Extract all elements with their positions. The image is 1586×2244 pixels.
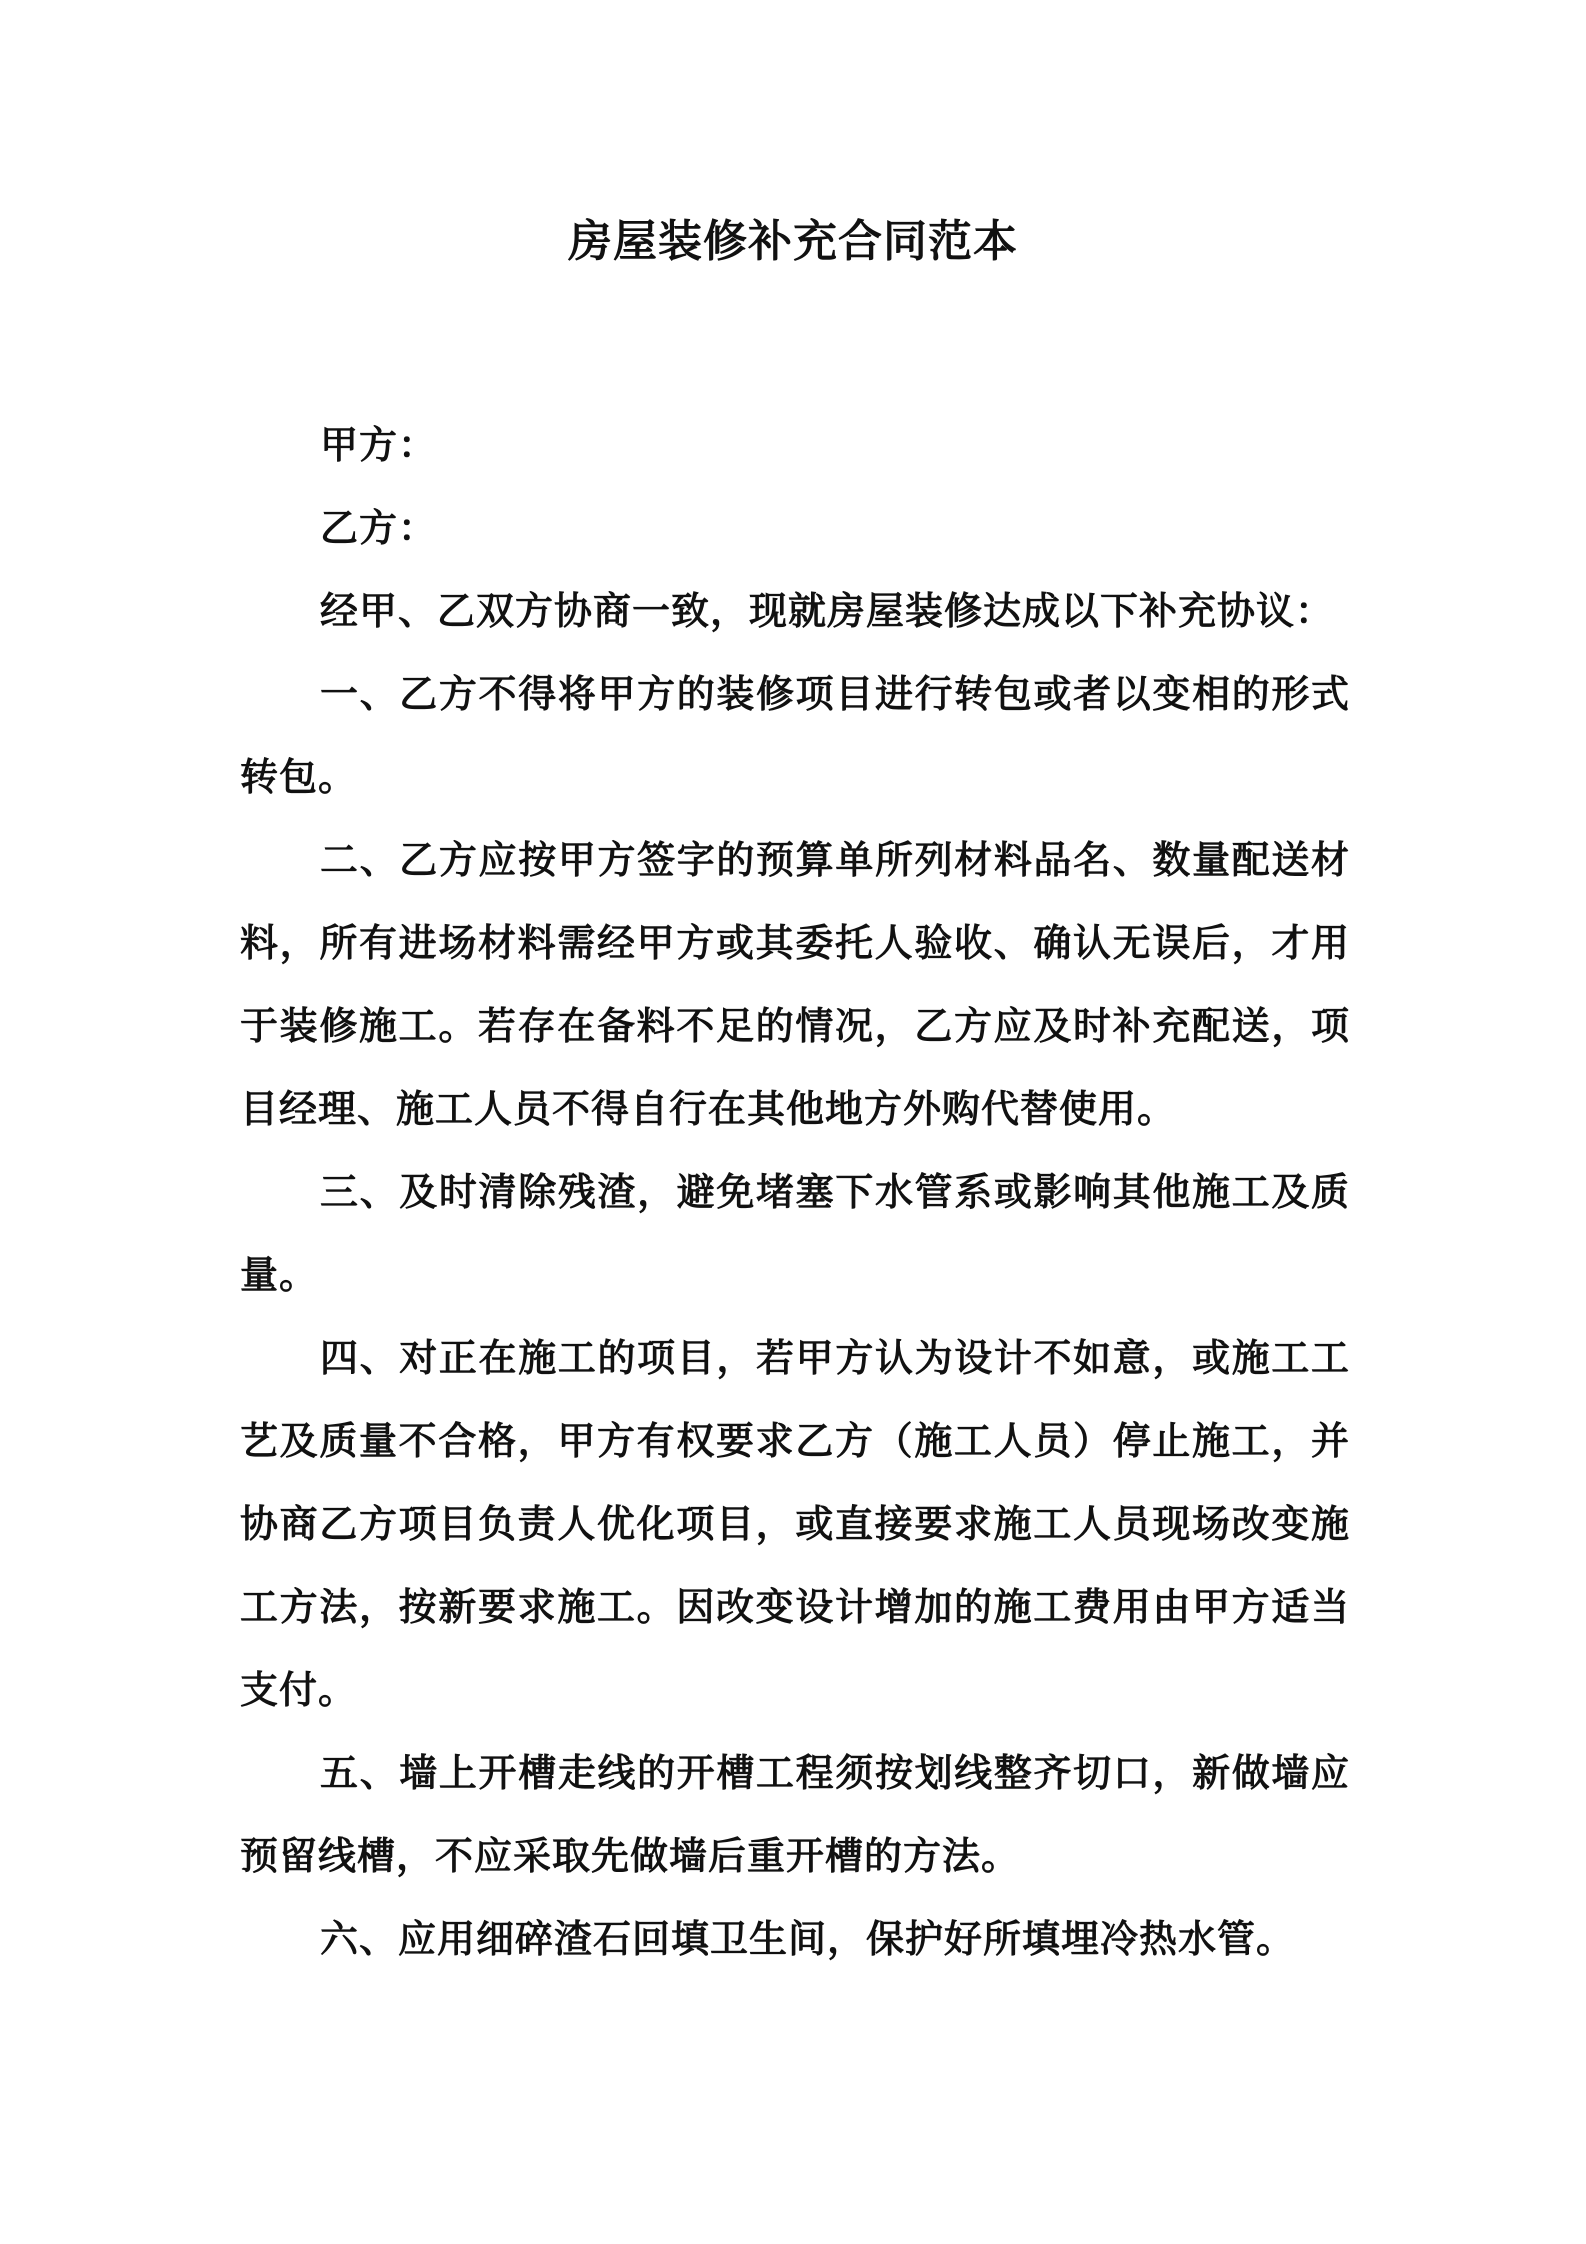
party-b-line: 乙方： [320, 506, 438, 550]
clause-1: 一、乙方不得将甲方的装修项目进行转包或者以变相的形式转包。 [240, 672, 1350, 799]
document-title: 房屋装修补充合同范本 [568, 216, 1018, 267]
party-a-line: 甲方： [320, 423, 438, 467]
clause-4: 四、对正在施工的项目，若甲方认为设计不如意，或施工工艺及质量不合格，甲方有权要求乙方（施工人员）停止施工，并协商乙方项目负责人优化项目，或直接要求施工人员现场改变施工方法，按新要求施工。因改变设计增加的施工费用由甲方适当支付。 [240, 1336, 1350, 1712]
clause-3: 三、及时清除残渣，避免堵塞下水管系或影响其他施工及质量。 [240, 1170, 1350, 1297]
clause-2: 二、乙方应按甲方签字的预算单所列材料品名、数量配送材料，所有进场材料需经甲方或其委托人验收、确认无误后，才用于装修施工。若存在备料不足的情况，乙方应及时补充配送，项目经理、施工人员不得自行在其他地方外购代替使用。 [240, 838, 1350, 1131]
intro-paragraph: 经甲、乙双方协商一致，现就房屋装修达成以下补充协议： [320, 589, 1335, 633]
document-body [240, 404, 1350, 1981]
clause-6: 六、应用细碎渣石回填卫生间，保护好所填埋冷热水管。 [320, 1917, 1296, 1961]
clause-5: 五、墙上开槽走线的开槽工程须按划线整齐切口，新做墙应预留线槽，不应采取先做墙后重开槽的方法。 [240, 1751, 1350, 1878]
